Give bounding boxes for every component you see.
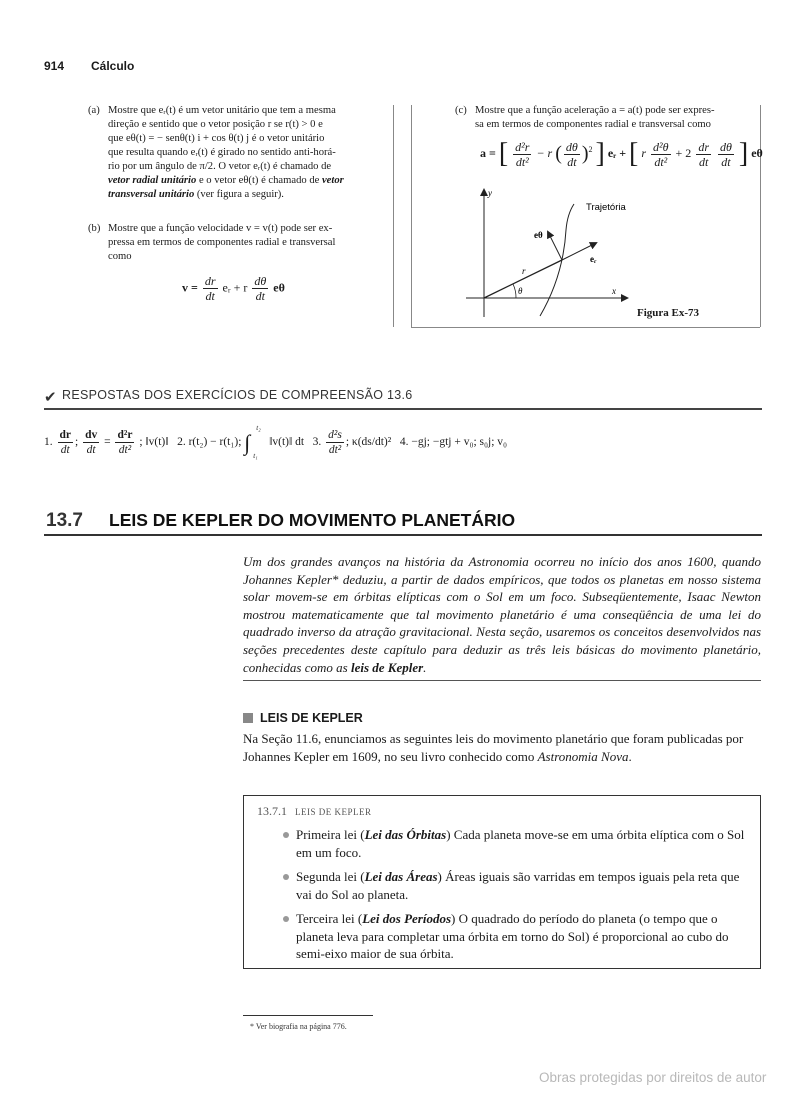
etheta-vector [548, 232, 562, 260]
divider-left-box [393, 105, 394, 327]
exercise-c-line: Mostre que a função aceleração a = a(t) pode ser expres- [475, 105, 715, 116]
exercise-b-line: Mostre que a função velocidade v = v(t) pode ser ex- [108, 223, 333, 234]
etheta-label: eθ [534, 230, 543, 240]
y-label: y [488, 188, 492, 198]
velocity-formula: v = $\frac{dr}{dt}$ eᵣ + r $\frac{d\theta}{dt}$ eθ [182, 274, 285, 303]
exercise-b-line: como [108, 251, 132, 262]
theorem-heading: 13.7.1 LEIS DE KEPLER [257, 804, 372, 818]
acceleration-formula: a = [ $\frac{\text{d²r}}{\text{dt²}}$ − r ( $\frac{d\theta}{dt}$ )$^2$ ] eᵣ + [ r $\frac{\text{d²θ}}{\text{dt²}}$ + 2 $\frac{dr}{dt}$ $\frac{d\theta}{dt}$ ] eθ [480, 138, 763, 169]
watermark: Obras protegidas por direitos de autor [539, 1070, 767, 1085]
r-label: r [522, 266, 526, 276]
exercise-c [455, 104, 755, 132]
book-title: Cálculo [91, 59, 135, 73]
theta-arc [513, 284, 516, 298]
checkmark-icon: ✔ [44, 390, 57, 406]
exercise-c-label: (c) [455, 105, 467, 116]
divider-right-box [411, 105, 412, 327]
trajectory-label: Trajetória [586, 202, 626, 213]
square-bullet-icon [243, 713, 253, 723]
section-number: 13.7 [46, 510, 83, 531]
exercise-a-line: que resulta quando eᵣ(t) é girado no sentido anti-horá- [108, 147, 336, 158]
exercise-a [88, 104, 388, 202]
theta-label: θ [518, 286, 523, 296]
trajectory-curve [540, 204, 574, 316]
intro-bold-term: leis de Kepler [350, 659, 424, 675]
exercise-a-line: vetor radial unitário e o vetor eθ(t) é chamado de vetor [108, 175, 344, 186]
section-title: LEIS DE KEPLER DO MOVIMENTO PLANETÁRIO [109, 510, 516, 530]
er-label: eᵣ [590, 254, 597, 264]
book-title-italic: Astronomia Nova [537, 748, 629, 764]
answers-line: 1. $\frac{dr}{dt}$ ; $\frac{dv}{dt}$ = $\frac{\text{d²r}}{\text{dt²}}$ ; ‖v(t)‖ 2. r(t₂) − r(t₁); ∫ t₂ t₁ ‖v(t)‖ dt 3. $\frac{\text{d²s}}{\text{dt²}}$ ; κ(ds/dt)² 4. −gj; −gtj + v₀; s₀j; v₀ [44, 423, 508, 460]
answers-title: RESPOSTAS DOS EXERCÍCIOS DE COMPREENSÃO 13.6 [62, 388, 413, 402]
bullet-icon [283, 874, 289, 880]
polar-figure [462, 182, 642, 322]
exercise-c-line: sa em termos de componentes radial e transversal como [475, 119, 711, 130]
exercise-a-line: Mostre que eᵣ(t) é um vetor unitário que tem a mesma [108, 105, 336, 116]
laws-heading: LEIS DE KEPLER [260, 711, 363, 725]
exercise-b-label: (b) [88, 223, 101, 234]
page-number: 914 [44, 59, 65, 73]
exercise-a-line: rio por um ângulo de π/2. O vetor eᵣ(t) é chamado de [108, 161, 332, 172]
law-item: Terceira lei (Lei dos Períodos) O quadrado do período do planeta (o tempo que o planeta leva para completar uma órbita em torno do Sol) é proporcional ao cubo do semi-eixo maior de sua órbita. [296, 910, 756, 963]
section-intro: Um dos grandes avanços na história da Astronomia ocorreu no início dos anos 1600, quando Johannes Kepler* deduziu, a partir de dados empíricos, que todos os planetas em nosso sistema solar movem-se em órbitas elípticas com o Sol em um foco. Subseqüentemente, Isaac Newton mostrou matematicamente que tal movimento planetário é uma conseqüência de uma lei do quadrado inverso da atração gravitacional. Nesta seção, usaremos os conceitos desenvolvidos nas seções precedentes deste capítulo para deduzir as três leis básicas do movimento planetário, conhecidas como as leis de Kepler. [243, 554, 761, 675]
answers-rule [44, 408, 762, 410]
exercise-a-line: que eθ(t) = − senθ(t) i + cos θ(t) j é o vetor unitário [108, 133, 325, 144]
term-transversal: transversal unitário [108, 189, 195, 200]
exercise-b [88, 222, 388, 264]
exercise-a-line: direção e sentido que o vetor posição r se r(t) > 0 e [108, 119, 323, 130]
intro-rule [243, 680, 761, 681]
footnote-rule [243, 1015, 373, 1016]
figure-bottom-rule [411, 327, 760, 328]
law-item: Segunda lei (Lei das Áreas) Áreas iguais são varridas em tempos iguais pela reta que vai do Sol ao planeta. [296, 868, 756, 903]
bullet-icon [283, 832, 289, 838]
laws-intro: Na Seção 11.6, enunciamos as seguintes leis do movimento planetário que foram publicadas por Johannes Kepler em 1609, no seu livro conhecido como Astronomia Nova. [243, 731, 744, 764]
bullet-icon [283, 916, 289, 922]
exercise-a-line: transversal unitário (ver figura a seguir). [108, 189, 284, 200]
term-radial: vetor radial unitário [108, 175, 197, 186]
footnote: * Ver biografia na página 776. [250, 1022, 347, 1031]
exercise-b-line: pressa em termos de componentes radial e transversal [108, 237, 336, 248]
figure-caption: Figura Ex-73 [637, 307, 700, 319]
exercise-a-label: (a) [88, 105, 100, 116]
section-rule [44, 534, 762, 536]
x-label: x [612, 286, 616, 296]
law-item: Primeira lei (Lei das Órbitas) Cada planeta move-se em uma órbita elíptica com o Sol em um foco. [296, 826, 756, 861]
theorem-box [243, 795, 761, 969]
